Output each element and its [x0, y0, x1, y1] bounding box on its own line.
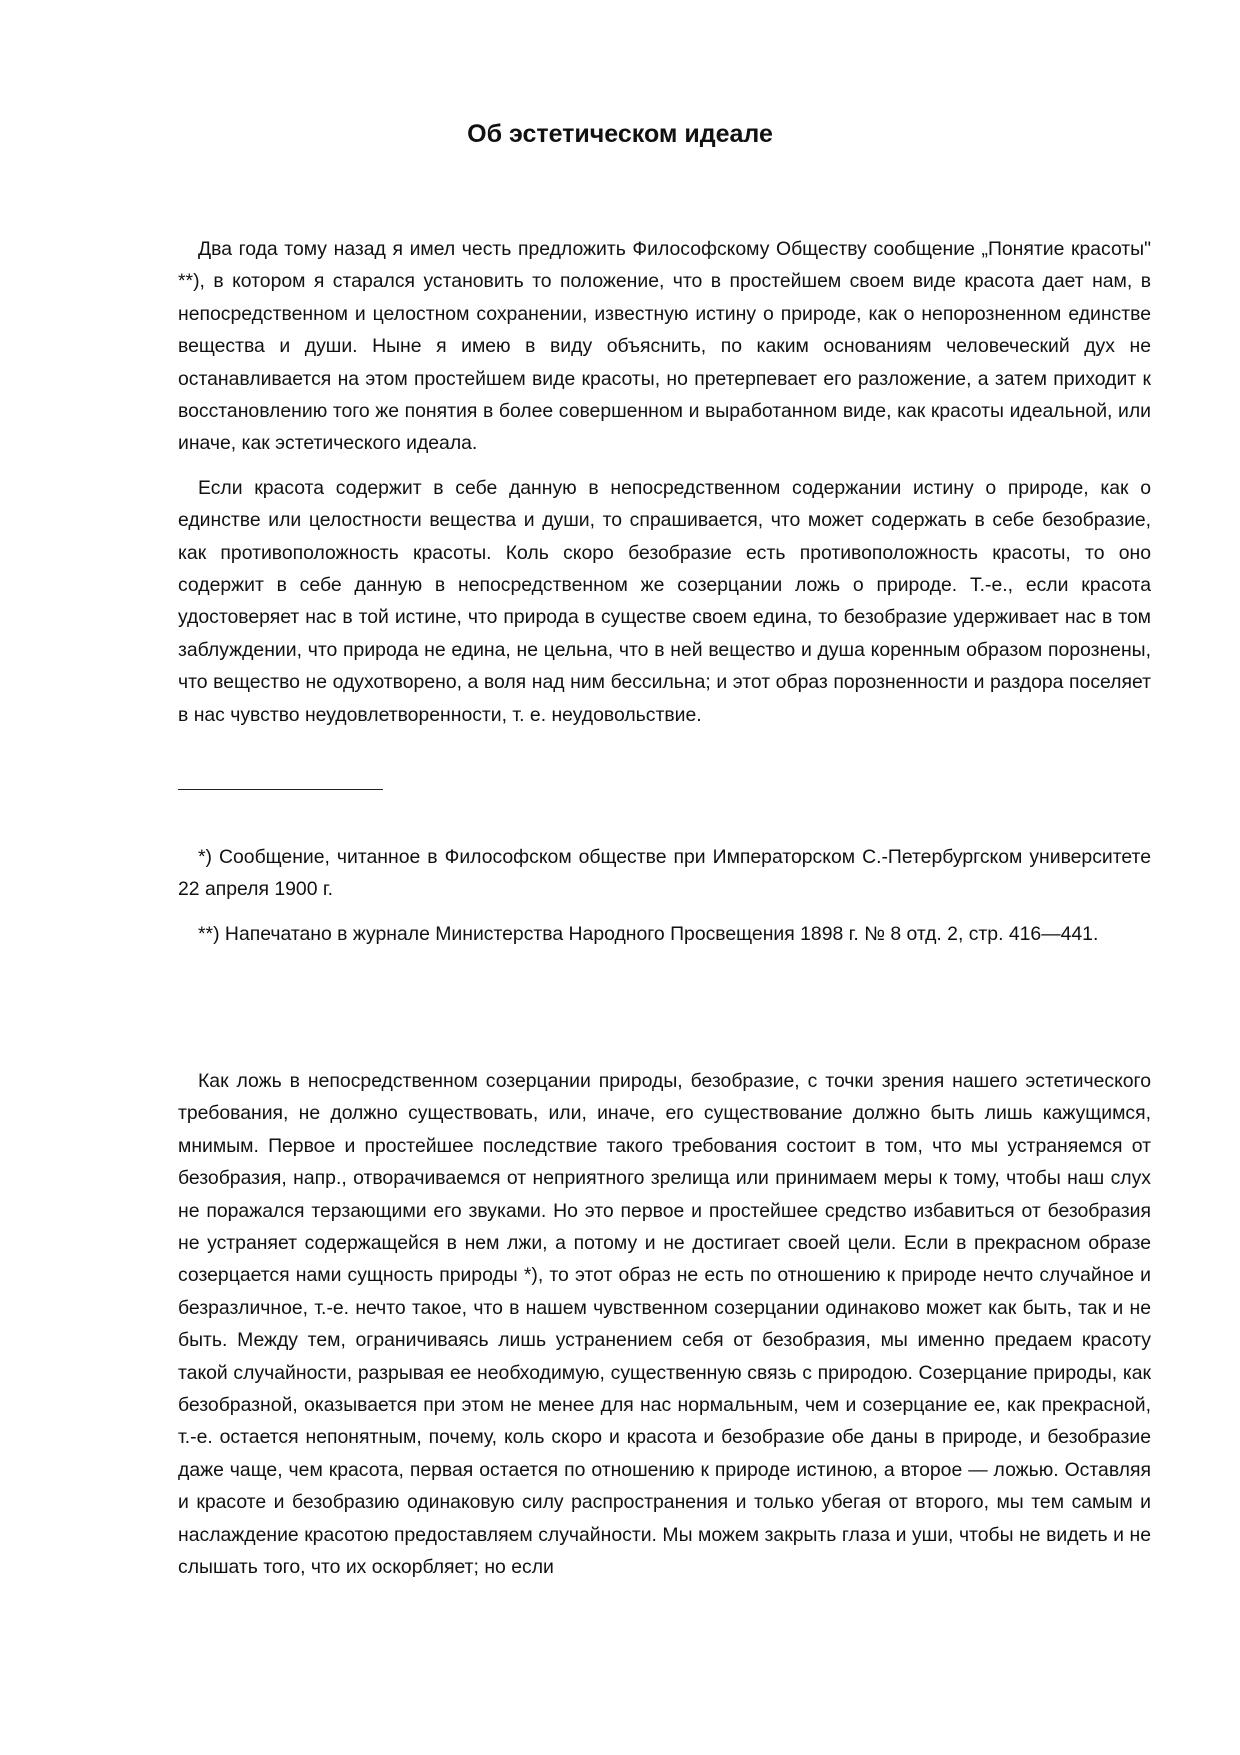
footnote-divider [178, 789, 383, 790]
paragraph: Если красота содержит в себе данную в непосредственном содержании истину о природе, как о единстве или целостности вещества и души, то спрашивается, что может содержать в себе безобразие, как противоположность красоты. Коль скоро безобразие есть противоположность красоты, то оно содержит в себе данную в непосредственном же созерцании ложь о природе. Т.-е., если красота удостоверяет нас в той истине, что природа в существе своем едина, то безобразие удерживает нас в том заблуждении, что природа не едина, не цельна, что в ней вещество и душа коренным образом порознены, что вещество не одухотворено, а воля над ним бессильна; и этот образ порозненности и раздора поселяет в нас чувство неудовлетворенности, т. е. неудовольствие. [178, 476, 1151, 726]
paragraph: Два года тому назад я имел честь предложить Философскому Обществу сообщение „Понятие красоты" **), в котором я старался установить то положение, что в простейшем своем виде красота дает нам, в непосредственном и целостном сохранении, известную истину о природе, как о непорозненном единстве вещества и души. Ныне я имею в виду объяснить, по каким основаниям человеческий дух не останавливается на этом простейшем виде красоты, но претерпевает его разложение, а затем приходит к восстановлению того же понятия в более совершенном и выработанном виде, как красоты идеальной, или иначе, как эстетического идеала. [178, 238, 1151, 455]
paragraph: Как ложь в непосредственном созерцании природы, безобразие, с точки зрения нашего эстетического требования, не должно существовать, или, иначе, его существование должно быть лишь кажущимся, мнимым. Первое и простейшее последствие такого требования состоит в том, что мы устраняемся от безобразия, напр., отворачиваемся от неприятного зрелища или принимаем меры к тому, чтобы наш слух не поражался терзающими его звуками. Но это первое и простейшее средство избавиться от безобразия не устраняет содержащейся в нем лжи, а потому и не достигает своей цели. Если в прекрасном образе созерцается нами сущность природы *), то этот образ не есть по отношению к природе нечто случайное и безразличное, т.-е. нечто такое, что в нашем чувственном созерцании одинаково может как быть, так и не быть. Между тем, ограничиваясь лишь устранением себя от безобразия, мы именно предаем красоту такой случайности, разрывая ее необходимую, существенную связь с природою. Созерцание природы, как безобразной, оказывается при этом не менее для нас нормальным, чем и созерцание ее, как прекрасной, т.-е. остается непонятным, почему, коль скоро и красота и безобразие обе даны в природе, и безобразие даже чаще, чем красота, первая остается по отношению к природе истиною, а второе — ложью. Оставляя и красоте и безобразию одинаковую силу распространения и только убегая от второго, мы тем самым и наслаждение красотою предоставляем случайности. Мы можем закрыть глаза и уши, чтобы не видеть и не слышать того, что их оскорбляет; но если [178, 1070, 1151, 1579]
main-text [178, 233, 1151, 743]
page-title: Об эстетическом идеале [467, 120, 773, 148]
continuation-text [178, 1065, 1151, 1596]
footnotes [178, 841, 1151, 962]
footnote: *) Сообщение, читанное в Философском обществе при Императорском С.-Петербургском университете 22 апреля 1900 г. [178, 846, 1151, 901]
footnote: **) Напечатано в журнале Министерства Народного Просвещения 1898 г. № 8 отд. 2, стр. 416—441. [198, 922, 1099, 945]
